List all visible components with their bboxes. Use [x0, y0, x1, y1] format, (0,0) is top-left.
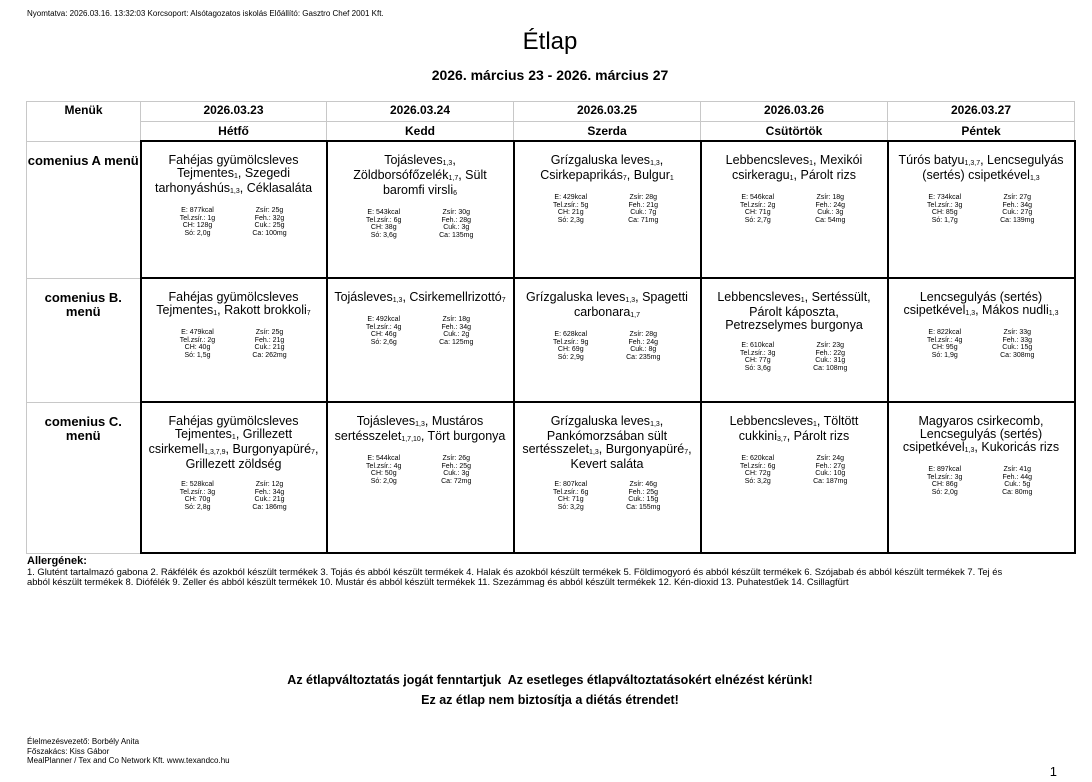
dish-list: Fahéjas gyümölcsleves Tejmentes$_1$, Szegedi tarhonyáshús$_{1,3}$, Céklasaláta — [154, 153, 313, 195]
nutrition-value: CH: 95g — [931, 344, 958, 351]
nutrition-value: Tel.zsír.: 9g — [553, 338, 589, 346]
nutrition-value: Feh.: 34g — [254, 488, 285, 496]
nutrition-value: Feh.: 27g — [815, 462, 846, 470]
nutrition-info — [535, 194, 680, 224]
day-date: 2026.03.27 — [950, 103, 1012, 117]
day-header — [514, 102, 701, 142]
menu-row — [27, 141, 1075, 278]
nutrition-value: Zsír: 25g — [255, 329, 284, 336]
day-weekday: Kedd — [327, 121, 513, 140]
notice-line-diet: Ez az étlap nem biztosítja a diétás étrendet! — [421, 693, 679, 707]
footer-software: MealPlanner / Tex and Co Network Kft. www.texandco.hu — [27, 756, 230, 765]
nutrition-value: Só: 1,9g — [931, 351, 958, 359]
menu-cell — [888, 278, 1075, 402]
dish-list: Grízgaluska leves$_{1,3}$, Pankómorzsában sült sertésszelet$_{1,3}$, Burgonyapüré$_7$, Kevert saláta — [522, 414, 692, 471]
nutrition-value: Só: 2,8g — [184, 503, 211, 511]
nutrition-value: Ca: 262mg — [252, 351, 287, 359]
menu-cell — [701, 402, 888, 553]
nutrition-value: Zsír: 41g — [1003, 466, 1032, 473]
menu-table — [26, 101, 1076, 554]
nutrition-value: E: 528kcal — [181, 481, 214, 488]
print-header: Nyomtatva: 2026.03.16. 13:32:03 Korcsoport: Alsótagozatos iskolás Előállító: Gasztro Chef 2001 Kft. — [27, 9, 384, 18]
nutrition-value: Só: 2,6g — [370, 338, 397, 346]
nutrition-value: Zsír: 28g — [629, 331, 658, 338]
nutrition-value: Cuk.: 21g — [254, 344, 285, 351]
menu-row — [27, 278, 1075, 402]
nutrition-value: E: 734kcal — [928, 194, 962, 201]
table-header-row — [27, 102, 1075, 142]
day-date: 2026.03.25 — [576, 103, 638, 117]
nutrition-value: Ca: 125mg — [439, 338, 474, 346]
dish-list: Magyaros csirkecomb, Lencsegulyás (sertés) csipetkével$_{1,3}$, Kukoricás rizs — [902, 414, 1060, 454]
nutrition-value: Ca: 80mg — [1002, 488, 1033, 496]
nutrition-info — [348, 455, 493, 485]
nutrition-value: Cuk.: 15g — [1002, 344, 1033, 351]
nutrition-value: Zsír: 18g — [816, 194, 845, 201]
nutrition-value: Ca: 155mg — [626, 503, 661, 511]
day-header — [141, 102, 327, 142]
notice — [0, 670, 1092, 710]
menu-cell — [327, 278, 514, 402]
nutrition-value: Feh.: 34g — [1002, 201, 1033, 209]
nutrition-info — [722, 455, 867, 485]
nutrition-value: CH: 40g — [184, 344, 211, 351]
nutrition-value: CH: 21g — [557, 209, 584, 216]
dish-list: Lebbencsleves$_1$, Sertéssült, Párolt káposzta, Petrezselymes burgonya — [717, 290, 871, 332]
nutrition-value: Zsír: 26g — [442, 455, 471, 462]
nutrition-value: CH: 72g — [744, 470, 771, 477]
day-weekday: Szerda — [514, 121, 700, 140]
allergen-legend — [27, 556, 1017, 588]
day-header — [327, 102, 514, 142]
nutrition-value: Feh.: 21g — [254, 336, 285, 344]
day-weekday: Péntek — [888, 121, 1074, 140]
nutrition-info — [909, 329, 1054, 359]
nutrition-value: Tel.zsír.: 5g — [553, 201, 589, 209]
menu-cell — [514, 278, 701, 402]
nutrition-value: Tel.zsír.: 6g — [740, 462, 776, 470]
nutrition-value: Feh.: 25g — [628, 488, 659, 496]
date-range-subtitle: 2026. március 23 - 2026. március 27 — [431, 67, 669, 83]
dish-list: Lebbencsleves$_1$, Töltött cukkini$_{3,7}$, Párolt rizs — [729, 414, 859, 443]
nutrition-value: Ca: 139mg — [1000, 216, 1035, 224]
nutrition-value: E: 429kcal — [554, 194, 588, 201]
nutrition-value: Tel.zsír.: 3g — [179, 488, 216, 496]
nutrition-value: Tel.zsír.: 4g — [927, 336, 963, 344]
menu-row — [27, 402, 1075, 553]
nutrition-value: Só: 2,9g — [557, 353, 584, 361]
nutrition-value: Só: 2,0g — [931, 488, 958, 496]
nutrition-info — [722, 194, 867, 224]
nutrition-value: Zsír: 30g — [442, 209, 471, 216]
nutrition-value: Cuk.: 31g — [815, 357, 846, 364]
nutrition-value: Zsír: 18g — [442, 316, 471, 323]
nutrition-value: Feh.: 25g — [441, 462, 472, 470]
day-header — [701, 102, 888, 142]
nutrition-value: Tel.zsír.: 1g — [179, 214, 216, 222]
menu-cell — [327, 141, 514, 278]
nutrition-info — [535, 331, 680, 361]
nutrition-value: CH: 86g — [931, 481, 958, 488]
nutrition-info — [535, 481, 680, 511]
nutrition-value: E: 620kcal — [741, 455, 775, 462]
nutrition-value: Só: 2,0g — [370, 477, 397, 485]
nutrition-value: Feh.: 28g — [441, 216, 472, 224]
nutrition-value: Cuk.: 2g — [443, 331, 470, 338]
nutrition-value: Cuk.: 7g — [630, 209, 657, 216]
nutrition-value: Tel.zsír.: 3g — [927, 201, 963, 209]
nutrition-info — [348, 209, 493, 239]
nutrition-value: Zsír: 23g — [816, 342, 845, 349]
footer-manager: Élelmezésvezető: Borbély Anita — [27, 737, 140, 746]
nutrition-value: Ca: 187mg — [813, 477, 848, 485]
nutrition-value: Zsír: 24g — [816, 455, 845, 462]
dish-list: Lebbencsleves$_1$, Mexikói csirkeragu$_1$, Párolt rizs — [725, 153, 863, 182]
menu-name: comenius C. menü — [27, 402, 141, 553]
page-title: Étlap — [522, 28, 578, 55]
nutrition-value: Ca: 100mg — [252, 229, 287, 237]
nutrition-value: E: 877kcal — [181, 207, 214, 214]
nutrition-value: Só: 1,7g — [931, 216, 958, 224]
nutrition-value: Cuk.: 15g — [628, 496, 659, 503]
notice-line-change: Az étlapváltoztatás jogát fenntartjuk Az esetleges étlapváltoztatásokért elnézést kérünk! — [287, 673, 813, 687]
nutrition-value: Cuk.: 25g — [254, 222, 285, 229]
dish-list: Grízgaluska leves$_{1,3}$, Spagetti carbonara$_{1,7}$ — [526, 290, 688, 319]
nutrition-info — [722, 342, 867, 372]
nutrition-value: CH: 38g — [370, 224, 397, 231]
day-date: 2026.03.24 — [389, 103, 451, 117]
nutrition-value: Zsír: 46g — [629, 481, 658, 488]
nutrition-value: Ca: 54mg — [815, 216, 846, 224]
nutrition-value: E: 610kcal — [741, 342, 775, 349]
nutrition-value: Cuk.: 3g — [443, 224, 470, 231]
dish-list: Tojásleves$_{1,3}$, Csirkemellrizottó$_7$ — [334, 290, 506, 304]
menu-cell — [888, 141, 1075, 278]
menu-cell — [888, 402, 1075, 553]
nutrition-value: Feh.: 24g — [815, 201, 846, 209]
allergen-list: 1. Glutént tartalmazó gabona 2. Rákfélék és azokból készült termékek 3. Tojás és abból készült termékek 4. Halak és azokból készült termékek 5. Földimogyoró és abból készült termékek 6. Szójabab és abból készült termékek 7. Tej és abból készült termékek 8. Diófélék 9. Zeller és abból készült termékek 10. Mustár és abból készült termékek 11. Szezámmag és abból készült termékek 12. Kén-dioxid 13. Puhatestűek 14. Csillagfürt — [27, 565, 1003, 587]
nutrition-value: Feh.: 24g — [628, 338, 659, 346]
nutrition-value: Cuk.: 8g — [630, 346, 657, 353]
nutrition-value: E: 479kcal — [181, 329, 214, 336]
day-weekday: Csütörtök — [701, 121, 887, 140]
nutrition-value: Cuk.: 10g — [815, 470, 846, 477]
day-weekday: Hétfő — [141, 121, 326, 140]
nutrition-value: E: 807kcal — [554, 481, 588, 488]
dish-list: Fahéjas gyümölcsleves Tejmentes$_1$, Rakott brokkoli$_7$ — [156, 290, 311, 317]
nutrition-value: Zsír: 12g — [255, 481, 284, 488]
nutrition-value: Feh.: 34g — [441, 323, 472, 331]
nutrition-value: Cuk.: 5g — [1004, 481, 1031, 488]
allergen-heading: Allergének: — [27, 555, 87, 567]
nutrition-value: Zsír: 27g — [1003, 194, 1032, 201]
footer — [27, 737, 230, 766]
nutrition-value: Ca: 135mg — [439, 231, 474, 239]
nutrition-value: CH: 46g — [370, 331, 397, 338]
dish-list: Fahéjas gyümölcsleves Tejmentes$_1$, Grillezett csirkemell$_{1,3,7,9}$, Burgonyapüré$_7$, Grillezett zöldség — [148, 414, 319, 471]
nutrition-value: CH: 128g — [182, 222, 213, 229]
nutrition-value: Zsír: 33g — [1003, 329, 1032, 336]
nutrition-value: E: 546kcal — [741, 194, 775, 201]
day-header — [888, 102, 1075, 142]
nutrition-value: Feh.: 44g — [1002, 473, 1033, 481]
footer-chef: Főszakács: Kiss Gábor — [27, 746, 110, 756]
nutrition-value: E: 543kcal — [367, 209, 401, 216]
nutrition-value: Zsír: 28g — [629, 194, 658, 201]
nutrition-value: Tel.zsír.: 3g — [927, 473, 963, 481]
dish-list: Tojásleves$_{1,3}$, Mustáros sertésszelet$_{1,7,10}$, Tört burgonya — [334, 414, 506, 443]
nutrition-value: Ca: 108mg — [813, 364, 848, 372]
nutrition-value: Só: 3,6g — [370, 231, 397, 239]
menu-cell — [514, 402, 701, 553]
dish-list: Túrós batyu$_{1,3,7}$, Lencsegulyás (sertés) csipetkével$_{1,3}$ — [898, 153, 1064, 182]
nutrition-value: E: 822kcal — [928, 329, 962, 336]
menu-cell — [701, 278, 888, 402]
nutrition-value: Ca: 186mg — [252, 503, 287, 511]
nutrition-value: CH: 77g — [744, 357, 771, 364]
nutrition-info — [909, 466, 1054, 496]
nutrition-value: CH: 71g — [557, 496, 584, 503]
nutrition-value: Só: 3,6g — [744, 364, 771, 372]
nutrition-info — [162, 207, 306, 237]
dish-list: Grízgaluska leves$_{1,3}$, Csirkepaprikás$_7$, Bulgur$_1$ — [540, 153, 674, 182]
nutrition-value: Cuk.: 21g — [254, 496, 285, 503]
menu-cell — [141, 278, 327, 402]
nutrition-info — [162, 329, 306, 359]
nutrition-value: Tel.zsír.: 6g — [366, 216, 402, 224]
nutrition-value: CH: 71g — [744, 209, 771, 216]
nutrition-value: Tel.zsír.: 4g — [366, 323, 402, 331]
nutrition-value: Tel.zsír.: 3g — [740, 349, 776, 357]
nutrition-value: Zsír: 25g — [255, 207, 284, 214]
nutrition-value: Tel.zsír.: 6g — [553, 488, 589, 496]
nutrition-value: Feh.: 33g — [1002, 336, 1033, 344]
menu-cell — [514, 141, 701, 278]
nutrition-value: Só: 3,2g — [744, 477, 771, 485]
nutrition-info — [162, 481, 306, 511]
nutrition-value: Ca: 72mg — [441, 477, 472, 485]
nutrition-value: E: 628kcal — [554, 331, 588, 338]
page-number: 1 — [1049, 764, 1057, 779]
menu-cell — [141, 402, 327, 553]
nutrition-value: Tel.zsír.: 4g — [366, 462, 402, 470]
nutrition-value: CH: 50g — [370, 470, 397, 477]
nutrition-value: Cuk.: 27g — [1002, 209, 1033, 216]
nutrition-value: E: 544kcal — [367, 455, 401, 462]
nutrition-value: Ca: 308mg — [1000, 351, 1035, 359]
nutrition-value: Só: 2,7g — [744, 216, 771, 224]
nutrition-value: CH: 70g — [184, 496, 211, 503]
day-date: 2026.03.23 — [203, 103, 264, 117]
nutrition-info — [909, 194, 1054, 224]
nutrition-value: E: 897kcal — [928, 466, 962, 473]
nutrition-value: Só: 3,2g — [557, 503, 584, 511]
nutrition-value: Só: 2,3g — [557, 216, 584, 224]
nutrition-info — [348, 316, 493, 346]
menu-cell — [141, 141, 327, 278]
nutrition-value: Tel.zsír.: 2g — [740, 201, 776, 209]
menus-column-header: Menük — [27, 102, 141, 142]
nutrition-value: Cuk.: 3g — [443, 470, 470, 477]
day-date: 2026.03.26 — [763, 103, 825, 117]
dish-list: Lencsegulyás (sertés) csipetkével$_{1,3}$, Mákos nudli$_{1,3}$ — [903, 290, 1059, 317]
menu-cell — [327, 402, 514, 553]
nutrition-value: CH: 85g — [931, 209, 958, 216]
nutrition-value: Cuk.: 3g — [817, 209, 844, 216]
menu-name: comenius A menü — [27, 141, 141, 278]
dish-list: Tojásleves$_{1,3}$, Zöldborsófőzelék$_{1,7}$, Sült baromfi virsli$_6$ — [353, 153, 487, 197]
menu-name: comenius B. menü — [27, 278, 141, 402]
nutrition-value: Feh.: 22g — [815, 349, 846, 357]
nutrition-value: Ca: 235mg — [626, 353, 661, 361]
nutrition-value: CH: 69g — [557, 346, 584, 353]
nutrition-value: Só: 2,0g — [184, 229, 211, 237]
nutrition-value: Feh.: 32g — [254, 214, 285, 222]
nutrition-value: E: 492kcal — [367, 316, 401, 323]
nutrition-value: Feh.: 21g — [628, 201, 659, 209]
nutrition-value: Só: 1,5g — [184, 351, 211, 359]
menu-cell — [701, 141, 888, 278]
nutrition-value: Tel.zsír.: 2g — [179, 336, 216, 344]
nutrition-value: Ca: 71mg — [628, 216, 659, 224]
